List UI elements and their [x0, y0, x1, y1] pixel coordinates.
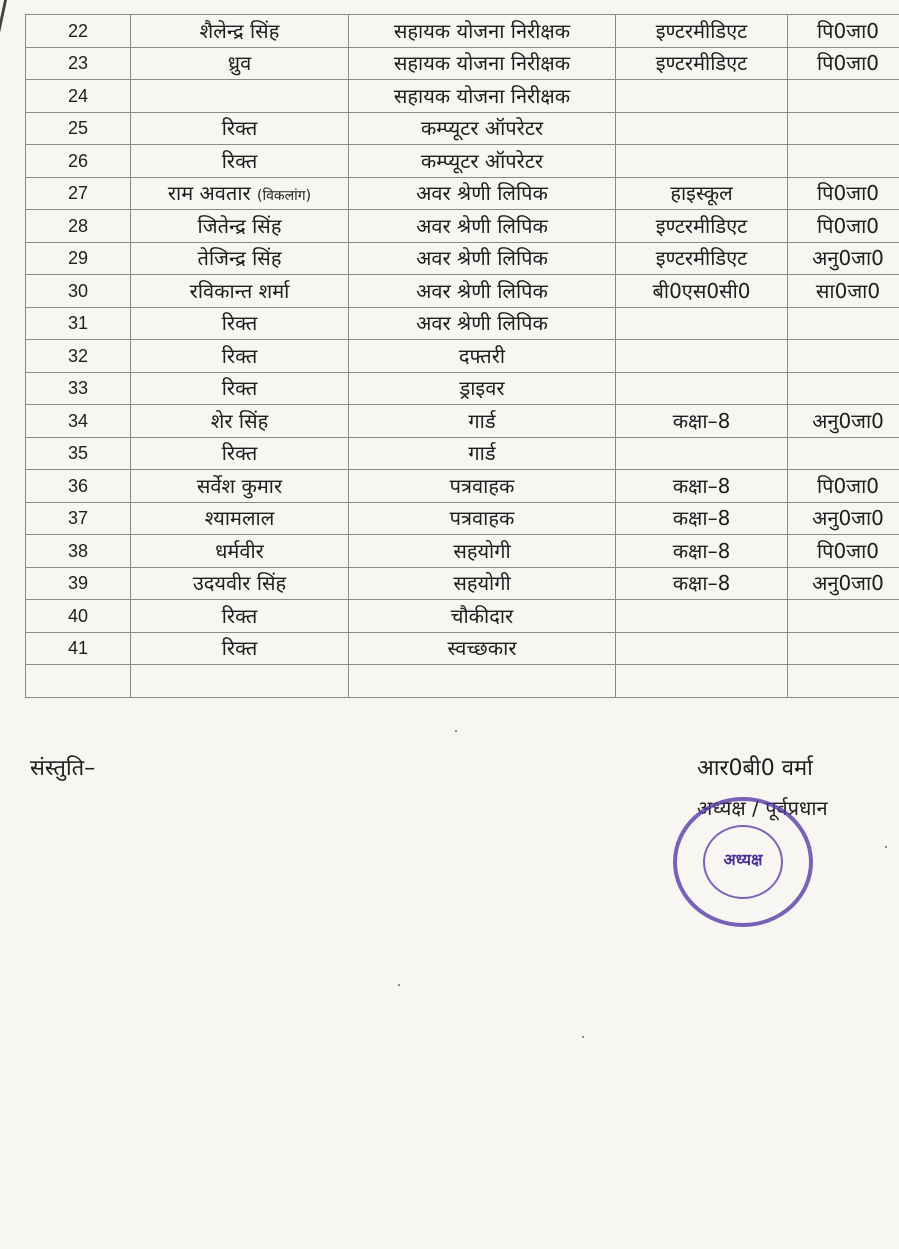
post-cell: [349, 177, 616, 210]
category-cell: [788, 535, 899, 568]
post-cell-text: सहयोगी: [453, 571, 511, 596]
serial-number-cell: [26, 470, 131, 503]
post-cell-text: गार्ड: [468, 441, 496, 466]
category-cell-text: पि0जा0: [816, 538, 879, 563]
post-cell-text: ड्राइवर: [459, 376, 505, 401]
table-row: [26, 47, 899, 80]
post-cell: [349, 405, 616, 438]
qualification-cell: [616, 372, 788, 405]
post-cell-text: सहायक योजना निरीक्षक: [393, 51, 571, 76]
post-cell: [349, 275, 616, 308]
speck: [455, 730, 457, 732]
qualification-cell-text: कक्षा–8: [672, 408, 731, 433]
qualification-cell: [616, 437, 788, 470]
table-row: [26, 665, 899, 698]
post-cell-text: कम्प्यूटर ऑपरेटर: [420, 148, 544, 173]
qualification-cell: [616, 145, 788, 178]
table-row: [26, 502, 899, 535]
table-row: [26, 535, 899, 568]
table-row: [26, 437, 899, 470]
post-cell: [349, 535, 616, 568]
serial-number-cell-text: 38: [67, 540, 89, 561]
category-cell: [788, 145, 899, 178]
employee-name-cell: [131, 275, 349, 308]
post-cell: [349, 470, 616, 503]
serial-number-cell: [26, 437, 131, 470]
category-cell-text: अनु0जा0: [812, 408, 884, 433]
category-cell: [788, 275, 899, 308]
qualification-cell-text: कक्षा–8: [672, 538, 731, 563]
employee-name-cell: [131, 145, 349, 178]
serial-number-cell-text: 22: [67, 20, 89, 41]
employee-name-cell: [131, 177, 349, 210]
post-cell-text: अवर श्रेणी लिपिक: [416, 213, 548, 238]
qualification-cell: [616, 112, 788, 145]
serial-number-cell: [26, 632, 131, 665]
serial-number-cell-text: 27: [67, 183, 89, 204]
qualification-cell-text: बी0एस0सी0: [652, 278, 751, 303]
serial-number-cell: [26, 405, 131, 438]
post-cell-text: गार्ड: [468, 408, 496, 433]
official-seal: [673, 797, 813, 927]
table-row: [26, 145, 899, 178]
employee-name-cell-text: रविकान्त शर्मा: [189, 278, 290, 303]
employee-name-cell-text: शेर सिंह: [210, 408, 269, 433]
qualification-cell: [616, 80, 788, 113]
serial-number-cell-text: 36: [67, 475, 89, 496]
serial-number-cell: [26, 372, 131, 405]
qualification-cell: [616, 307, 788, 340]
post-cell-text: अवर श्रेणी लिपिक: [416, 246, 548, 271]
table-row: [26, 15, 899, 48]
category-cell: [788, 307, 899, 340]
employee-name-cell: [131, 47, 349, 80]
employee-name-cell-text: रिक्त: [221, 116, 258, 141]
table-row: [26, 567, 899, 600]
qualification-cell: [616, 665, 788, 698]
category-cell: [788, 405, 899, 438]
category-cell: [788, 600, 899, 633]
post-cell-text: कम्प्यूटर ऑपरेटर: [420, 116, 544, 141]
post-cell: [349, 210, 616, 243]
post-cell-text: सहयोगी: [453, 538, 511, 563]
recommendation-label: संस्तुति–: [30, 756, 96, 781]
category-cell-text: पि0जा0: [816, 473, 879, 498]
employee-name-cell-text: जितेन्द्र सिंह: [197, 213, 282, 238]
category-cell-text: सा0जा0: [815, 278, 881, 303]
employee-name-cell: [131, 210, 349, 243]
employee-name-cell-text: रिक्त: [221, 636, 258, 661]
category-cell: [788, 47, 899, 80]
serial-number-cell: [26, 112, 131, 145]
speck: [398, 984, 400, 986]
post-cell-text: सहायक योजना निरीक्षक: [393, 83, 571, 108]
serial-number-cell-text: 37: [67, 508, 89, 529]
employee-name-cell: [131, 405, 349, 438]
post-cell-text: सहायक योजना निरीक्षक: [393, 18, 571, 43]
employee-name-cell-text: ध्रुव: [227, 51, 252, 76]
qualification-cell-text: कक्षा–8: [672, 473, 731, 498]
employee-name-cell-text: रिक्त: [221, 441, 258, 466]
employee-name-cell-text: सर्वेश कुमार: [196, 473, 283, 498]
qualification-cell: [616, 567, 788, 600]
table-row: [26, 177, 899, 210]
post-cell: [349, 307, 616, 340]
employee-name-cell: [131, 632, 349, 665]
category-cell: [788, 470, 899, 503]
qualification-cell-text: इण्टरमीडिएट: [655, 213, 748, 238]
post-cell-text: पत्रवाहक: [449, 506, 515, 531]
qualification-cell: [616, 502, 788, 535]
post-cell: [349, 502, 616, 535]
post-cell-text: स्वच्छकार: [447, 636, 517, 661]
serial-number-cell-text: 39: [67, 573, 89, 594]
serial-number-cell: [26, 47, 131, 80]
serial-number-cell-text: 28: [67, 215, 89, 236]
employee-name-cell-text: तेजिन्द्र सिंह: [197, 246, 282, 271]
employee-name-cell: [131, 80, 349, 113]
employee-name-cell-text: रिक्त: [221, 311, 258, 336]
qualification-cell-text: इण्टरमीडिएट: [655, 246, 748, 271]
table-row: [26, 80, 899, 113]
qualification-cell: [616, 47, 788, 80]
table-row: [26, 470, 899, 503]
employee-name-cell: [131, 502, 349, 535]
employee-name-cell: [131, 372, 349, 405]
employee-name-cell-text: श्यामलाल: [204, 506, 275, 531]
category-cell: [788, 177, 899, 210]
category-cell-text: पि0जा0: [816, 51, 879, 76]
serial-number-cell: [26, 80, 131, 113]
serial-number-cell: [26, 307, 131, 340]
serial-number-cell: [26, 600, 131, 633]
post-cell: [349, 372, 616, 405]
table-row: [26, 340, 899, 373]
category-cell: [788, 242, 899, 275]
category-cell: [788, 210, 899, 243]
serial-number-cell-text: 26: [67, 150, 89, 171]
employee-name-cell: [131, 112, 349, 145]
category-cell: [788, 372, 899, 405]
qualification-cell-text: हाइस्कूल: [670, 181, 733, 206]
table-row: [26, 405, 899, 438]
post-cell: [349, 145, 616, 178]
employee-name-cell: [131, 340, 349, 373]
serial-number-cell: [26, 177, 131, 210]
post-cell-text: दफ्तरी: [458, 343, 506, 368]
qualification-cell: [616, 275, 788, 308]
post-cell: [349, 340, 616, 373]
post-cell: [349, 80, 616, 113]
table-row: [26, 372, 899, 405]
table-row: [26, 600, 899, 633]
category-cell-text: पि0जा0: [816, 181, 879, 206]
serial-number-cell-text: 40: [67, 605, 89, 626]
employee-name-cell-text: रिक्त: [221, 603, 258, 628]
qualification-cell-text: इण्टरमीडिएट: [655, 18, 748, 43]
serial-number-cell: [26, 340, 131, 373]
category-cell-text: अनु0जा0: [812, 246, 884, 271]
serial-number-cell-text: 32: [67, 345, 89, 366]
qualification-cell: [616, 340, 788, 373]
name-note: (विकलांग): [257, 188, 312, 205]
post-cell: [349, 15, 616, 48]
serial-number-cell-text: 31: [67, 313, 89, 334]
category-cell: [788, 340, 899, 373]
table-row: [26, 632, 899, 665]
category-cell-text: पि0जा0: [816, 18, 879, 43]
qualification-cell: [616, 242, 788, 275]
employee-name-cell: [131, 567, 349, 600]
qualification-cell-text: कक्षा–8: [672, 506, 731, 531]
staff-table-body: [26, 15, 899, 698]
serial-number-cell-text: 25: [67, 118, 89, 139]
post-cell-text: अवर श्रेणी लिपिक: [416, 278, 548, 303]
serial-number-cell: [26, 145, 131, 178]
speck: [885, 846, 887, 848]
qualification-cell-text: कक्षा–8: [672, 571, 731, 596]
category-cell-text: अनु0जा0: [812, 506, 884, 531]
seal-text: अध्यक्ष: [723, 850, 763, 869]
employee-name-cell: [131, 600, 349, 633]
serial-number-cell: [26, 665, 131, 698]
serial-number-cell: [26, 535, 131, 568]
serial-number-cell-text: 24: [67, 85, 89, 106]
post-cell-text: चौकीदार: [450, 603, 514, 628]
serial-number-cell: [26, 567, 131, 600]
post-cell: [349, 242, 616, 275]
qualification-cell: [616, 535, 788, 568]
employee-name-cell-text: धर्मवीर: [215, 538, 264, 563]
qualification-cell: [616, 632, 788, 665]
post-cell: [349, 567, 616, 600]
employee-name-cell: [131, 15, 349, 48]
employee-name-cell-text: रिक्त: [221, 376, 258, 401]
employee-name-cell: [131, 535, 349, 568]
table-row: [26, 112, 899, 145]
post-cell-text: अवर श्रेणी लिपिक: [416, 311, 548, 336]
category-cell: [788, 502, 899, 535]
serial-number-cell: [26, 275, 131, 308]
post-cell: [349, 665, 616, 698]
serial-number-cell: [26, 15, 131, 48]
serial-number-cell-text: 34: [67, 410, 89, 431]
category-cell: [788, 632, 899, 665]
post-cell: [349, 47, 616, 80]
qualification-cell: [616, 470, 788, 503]
qualification-cell-text: इण्टरमीडिएट: [655, 51, 748, 76]
category-cell: [788, 567, 899, 600]
employee-name-cell-text: रिक्त: [221, 148, 258, 173]
employee-name-cell-text: शैलेन्द्र सिंह: [199, 18, 280, 43]
serial-number-cell-text: 35: [67, 443, 89, 464]
category-cell: [788, 437, 899, 470]
serial-number-cell-text: 29: [67, 248, 89, 269]
qualification-cell: [616, 15, 788, 48]
post-cell: [349, 632, 616, 665]
qualification-cell: [616, 210, 788, 243]
table-row: [26, 210, 899, 243]
employee-name-cell-text: उदयवीर सिंह: [192, 571, 287, 596]
speck: [582, 1036, 584, 1038]
table-row: [26, 275, 899, 308]
category-cell-text: पि0जा0: [816, 213, 879, 238]
serial-number-cell-text: 23: [67, 53, 89, 74]
post-cell: [349, 437, 616, 470]
category-cell: [788, 112, 899, 145]
post-cell-text: पत्रवाहक: [449, 473, 515, 498]
post-cell-text: अवर श्रेणी लिपिक: [416, 181, 548, 206]
signatory-title: अध्यक्ष / पूर्वप्रधान: [697, 796, 828, 820]
signatory-name: आर0बी0 वर्मा: [697, 756, 813, 781]
qualification-cell: [616, 600, 788, 633]
employee-name-cell: [131, 470, 349, 503]
category-cell: [788, 80, 899, 113]
category-cell-text: अनु0जा0: [812, 571, 884, 596]
staff-table: [25, 14, 899, 698]
employee-name-cell: [131, 307, 349, 340]
qualification-cell: [616, 405, 788, 438]
employee-name-cell: [131, 242, 349, 275]
employee-name-cell-text: राम अवतार: [167, 181, 251, 206]
serial-number-cell-text: 41: [67, 638, 89, 659]
category-cell: [788, 15, 899, 48]
serial-number-cell: [26, 502, 131, 535]
category-cell: [788, 665, 899, 698]
post-cell: [349, 112, 616, 145]
table-row: [26, 307, 899, 340]
serial-number-cell-text: 33: [67, 378, 89, 399]
serial-number-cell-text: 30: [67, 280, 89, 301]
employee-name-cell: [131, 437, 349, 470]
employee-name-cell-text: रिक्त: [221, 343, 258, 368]
serial-number-cell: [26, 242, 131, 275]
employee-name-cell: [131, 665, 349, 698]
serial-number-cell: [26, 210, 131, 243]
post-cell: [349, 600, 616, 633]
table-row: [26, 242, 899, 275]
qualification-cell: [616, 177, 788, 210]
